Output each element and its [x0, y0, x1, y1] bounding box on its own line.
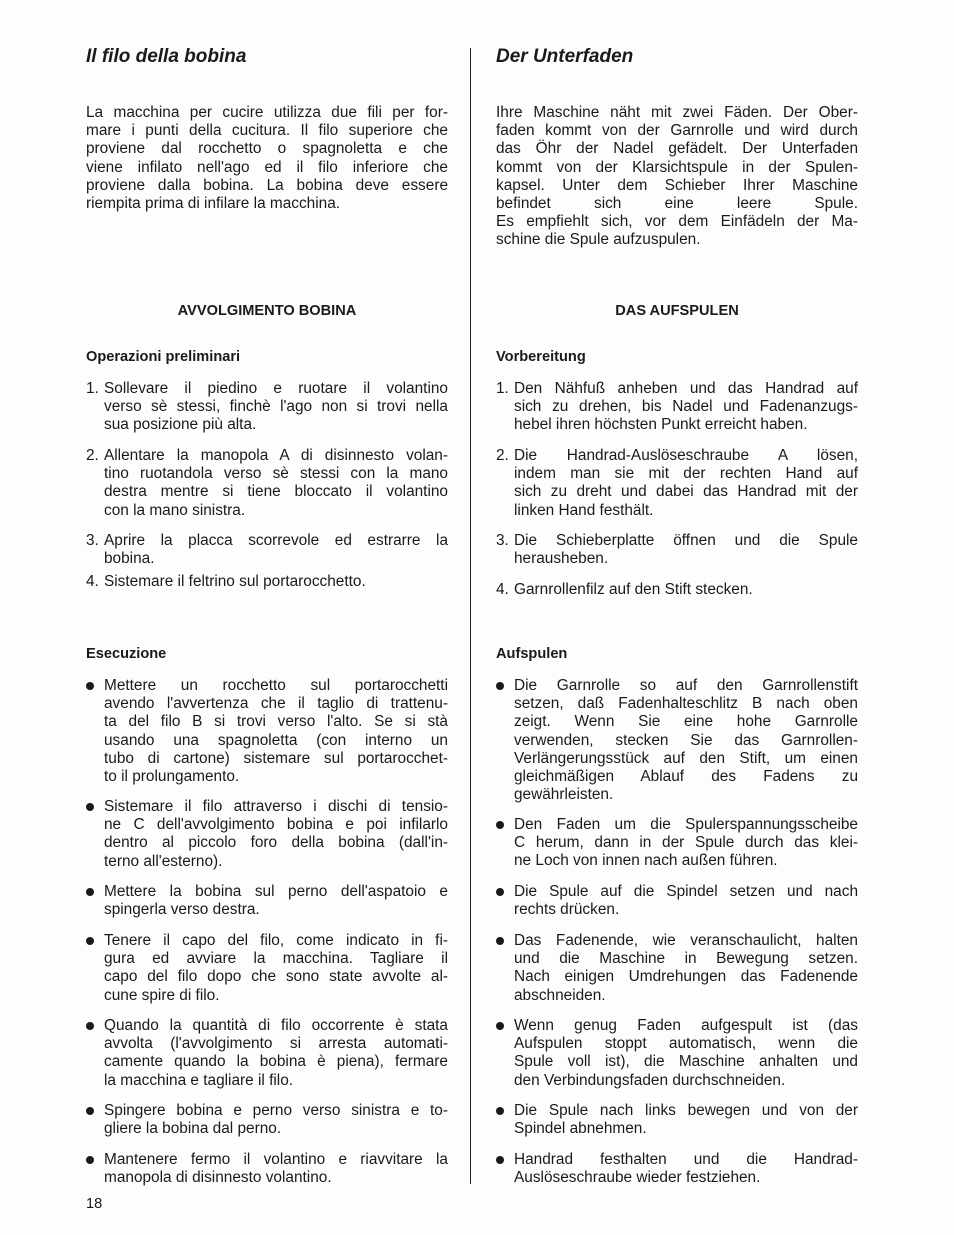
- bullet-icon: [496, 1156, 504, 1164]
- text-line: terno all'esterno).: [104, 852, 223, 870]
- bullet-icon: [86, 682, 94, 690]
- text-line: dentro al piccolo foro della bobina (dall'in-: [104, 834, 448, 852]
- german-exec-item-5: [496, 1017, 858, 1090]
- text-line: capo del filo dopo che sono state avvolte al-: [104, 968, 448, 986]
- item-text: [104, 883, 448, 919]
- text-line: hebel ihren höchsten Punkt erreicht haben.: [514, 416, 808, 434]
- text-line: befindet sich eine leere Spule.: [496, 195, 858, 213]
- text-line: kapsel. Unter dem Schieber Ihrer Maschine: [496, 176, 858, 194]
- column-divider: [470, 48, 471, 1184]
- item-text: [514, 581, 858, 599]
- item-number: 2.: [496, 447, 509, 464]
- german-prep-item-3: [496, 532, 858, 568]
- text-line: riempita prima di infilare la macchina.: [86, 195, 341, 213]
- text-line: Spingere bobina e perno verso sinistra e to-: [104, 1102, 448, 1119]
- text-line: Den Faden um die Spulerspannungsscheibe: [514, 816, 858, 833]
- item-text: [514, 532, 858, 568]
- text-line: ta del filo B si trovi verso l'alto. Se si stà: [104, 713, 448, 731]
- item-text: [104, 932, 448, 1005]
- text-line: Mettere la bobina sul perno dell'aspatoio e: [104, 883, 448, 900]
- italian-exec-item-2: [86, 798, 448, 871]
- german-section-title: DAS AUFSPULEN: [615, 303, 739, 319]
- text-line: usando una spagnoletta (con interno un: [104, 731, 448, 749]
- text-line: tino ruotandola verso sè stessi con la mano: [104, 465, 448, 483]
- german-prep-item-1: [496, 380, 858, 435]
- item-text: [514, 932, 858, 1005]
- item-text: [104, 380, 448, 435]
- item-text: [104, 1102, 448, 1138]
- text-line: proviene dalla bobina. La bobina deve essere: [86, 176, 448, 194]
- text-line: destra mentre si tiene bloccato il volantino: [104, 483, 448, 501]
- text-line: mare i punti della cucitura. Il filo superiore che: [86, 122, 448, 140]
- text-line: linken Hand festhält.: [514, 501, 654, 519]
- text-line: und die Maschine in Bewegung setzen.: [514, 950, 858, 968]
- text-line: spingerla verso destra.: [104, 901, 260, 919]
- item-number: 2.: [86, 447, 99, 464]
- german-exec-item-3: [496, 883, 858, 919]
- text-line: gleichmäßigen Ablauf des Fadens zu: [514, 768, 858, 786]
- text-line: zeigt. Wenn Sie eine hohe Garnrolle: [514, 713, 858, 731]
- italian-prep-item-2: [86, 447, 448, 520]
- bullet-icon: [496, 1107, 504, 1115]
- italian-intro: [86, 104, 448, 213]
- text-line: Quando la quantità di filo occorrente è stata: [104, 1017, 448, 1034]
- text-line: La macchina per cucire utilizza due fili per for-: [86, 104, 448, 121]
- bullet-icon: [496, 937, 504, 945]
- text-line: Aprire la placca scorrevole ed estrarre la: [104, 532, 448, 549]
- bullet-icon: [86, 1022, 94, 1030]
- text-line: das Öhr der Nadel gefädelt. Der Unterfaden: [496, 140, 858, 158]
- italian-exec-item-3: [86, 883, 448, 919]
- text-line: gura ed avviare la macchina. Tagliare il: [104, 950, 448, 968]
- text-line: ne C dell'avvolgimento bobina e poi infilarlo: [104, 816, 448, 834]
- text-line: Allentare la manopola A di disinnesto volan-: [104, 447, 448, 464]
- item-text: [514, 677, 858, 804]
- text-line: Es empfiehlt sich, vor dem Einfädeln der Ma-: [496, 213, 858, 231]
- german-prep-item-4: [496, 581, 858, 599]
- bullet-icon: [496, 888, 504, 896]
- text-line: Mantenere fermo il volantino e riavvitare la: [104, 1151, 448, 1168]
- text-line: rechts drücken.: [514, 901, 620, 919]
- text-line: Sistemare il filo attraverso i dischi di tensio-: [104, 798, 448, 815]
- text-line: Spule voll ist), die Maschine anhalten und: [514, 1053, 858, 1071]
- german-exec-item-4: [496, 932, 858, 1005]
- text-line: Tenere il capo del filo, come indicato in fi-: [104, 932, 448, 949]
- bullet-icon: [86, 937, 94, 945]
- item-text: [514, 1151, 858, 1187]
- text-line: sua posizione più alta.: [104, 416, 257, 434]
- text-line: faden kommt von der Garnrolle und wird durch: [496, 122, 858, 140]
- text-line: Spindel abnehmen.: [514, 1120, 647, 1138]
- italian-prep-title: Operazioni preliminari: [86, 349, 241, 365]
- italian-exec-title: Esecuzione: [86, 646, 167, 662]
- bullet-icon: [496, 1022, 504, 1030]
- page-number: 18: [86, 1196, 103, 1212]
- text-line: Sistemare il feltrino sul portarocchetto.: [104, 573, 366, 590]
- text-line: avvolta (l'avvolgimento si arresta automati-: [104, 1035, 448, 1053]
- text-line: viene infilato nell'ago ed il filo inferiore che: [86, 158, 448, 176]
- bullet-icon: [496, 821, 504, 829]
- item-number: 3.: [496, 532, 509, 549]
- text-line: ne Loch von innen nach außen führen.: [514, 852, 778, 870]
- text-line: Die Garnrolle so auf den Garnrollenstift: [514, 677, 858, 694]
- text-line: la macchina e tagliare il filo.: [104, 1071, 294, 1089]
- bullet-icon: [496, 682, 504, 690]
- text-line: Nach einigen Umdrehungen das Fadenende: [514, 968, 858, 986]
- item-number: 3.: [86, 532, 99, 549]
- italian-exec-item-4: [86, 932, 448, 1005]
- text-line: schine die Spule aufzuspulen.: [496, 231, 701, 249]
- bullet-icon: [86, 803, 94, 811]
- text-line: proviene dal rocchetto o spagnoletta e che: [86, 140, 448, 158]
- text-line: con la mano sinistra.: [104, 501, 246, 519]
- text-line: sich zu drehen, bis Nadel und Fadenanzugs-: [514, 398, 858, 416]
- text-line: Mettere un rocchetto sul portarocchetti: [104, 677, 448, 694]
- item-number: 4.: [496, 581, 509, 598]
- item-text: [104, 1017, 448, 1090]
- item-text: [514, 380, 858, 435]
- bullet-icon: [86, 1156, 94, 1164]
- item-number: 1.: [86, 380, 99, 397]
- text-line: Ihre Maschine näht mit zwei Fäden. Der Ober-: [496, 104, 858, 121]
- italian-title: Il filo della bobina: [86, 46, 247, 67]
- german-exec-item-7: [496, 1151, 858, 1187]
- text-line: Wenn genug Faden aufgespult ist (das: [514, 1017, 858, 1034]
- italian-exec-item-5: [86, 1017, 448, 1090]
- german-title: Der Unterfaden: [496, 46, 634, 67]
- text-line: verso sè stessi, finchè l'ago non si trovi nella: [104, 398, 448, 416]
- text-line: Aufspulen stoppt automatisch, wenn die: [514, 1035, 858, 1053]
- text-line: Auslöseschraube wieder festziehen.: [514, 1169, 761, 1187]
- italian-prep-item-1: [86, 380, 448, 435]
- item-text: [514, 816, 858, 871]
- item-text: [104, 1151, 448, 1187]
- item-text: [104, 573, 448, 591]
- text-line: Die Schieberplatte öffnen und die Spule: [514, 532, 858, 549]
- text-line: manopola di disinnesto volantino.: [104, 1169, 332, 1187]
- german-exec-item-6: [496, 1102, 858, 1138]
- text-line: Das Fadenende, wie veranschaulicht, halten: [514, 932, 858, 949]
- item-text: [514, 883, 858, 919]
- item-number: 4.: [86, 573, 99, 590]
- item-number: 1.: [496, 380, 509, 397]
- italian-exec-item-7: [86, 1151, 448, 1187]
- item-text: [104, 532, 448, 568]
- italian-prep-item-4: [86, 573, 448, 591]
- text-line: herausheben.: [514, 550, 609, 568]
- item-text: [104, 447, 448, 520]
- text-line: cune spire di filo.: [104, 986, 220, 1004]
- german-intro: [496, 104, 858, 250]
- italian-section-title: AVVOLGIMENTO BOBINA: [177, 303, 357, 319]
- text-line: Sollevare il piedino e ruotare il volantino: [104, 380, 448, 397]
- bullet-icon: [86, 888, 94, 896]
- text-line: setzen, daß Fadenhalteschlitz B nach oben: [514, 695, 858, 713]
- text-line: camente quando la bobina è piena), fermare: [104, 1053, 448, 1071]
- text-line: verwenden, stecken Sie das Garnrollen-: [514, 731, 858, 749]
- text-line: indem man sie mit der rechten Hand auf: [514, 465, 858, 483]
- text-line: gliere la bobina dal perno.: [104, 1120, 282, 1138]
- text-line: bobina.: [104, 550, 155, 568]
- text-line: den Verbindungsfaden durchschneiden.: [514, 1071, 786, 1089]
- item-text: [104, 677, 448, 786]
- text-line: to il prolungamento.: [104, 768, 240, 786]
- german-exec-item-2: [496, 816, 858, 871]
- text-line: tubo di cartone) sistemare sul portarocchet-: [104, 749, 448, 767]
- text-line: C herum, dann in der Spule durch das klei-: [514, 834, 858, 852]
- italian-exec-item-1: [86, 677, 448, 786]
- german-exec-item-1: [496, 677, 858, 804]
- text-line: Die Spule auf die Spindel setzen und nach: [514, 883, 858, 900]
- text-line: Die Handrad-Auslöseschraube A lösen,: [514, 447, 858, 464]
- text-line: Verlängerungsstück auf den Stift, um einen: [514, 749, 858, 767]
- italian-prep-item-3: [86, 532, 448, 568]
- text-line: Die Spule nach links bewegen und von der: [514, 1102, 858, 1119]
- text-line: avendo l'avvertenza che il taglio di trattenu-: [104, 695, 448, 713]
- item-text: [514, 447, 858, 520]
- text-line: Garnrollenfilz auf den Stift stecken.: [514, 581, 753, 598]
- italian-exec-item-6: [86, 1102, 448, 1138]
- text-line: sich zu dreht und dabei das Handrad mit der: [514, 483, 858, 501]
- text-line: Den Nähfuß anheben und das Handrad auf: [514, 380, 858, 397]
- item-text: [514, 1102, 858, 1138]
- text-line: abschneiden.: [514, 986, 606, 1004]
- item-text: [104, 798, 448, 871]
- german-exec-title: Aufspulen: [496, 646, 568, 662]
- german-prep-item-2: [496, 447, 858, 520]
- text-line: Handrad festhalten und die Handrad-: [514, 1151, 858, 1168]
- item-text: [514, 1017, 858, 1090]
- text-line: kommt von der Klarsichtspule in der Spulen-: [496, 158, 858, 176]
- bullet-icon: [86, 1107, 94, 1115]
- text-line: gewährleisten.: [514, 786, 614, 804]
- german-prep-title: Vorbereitung: [496, 349, 586, 365]
